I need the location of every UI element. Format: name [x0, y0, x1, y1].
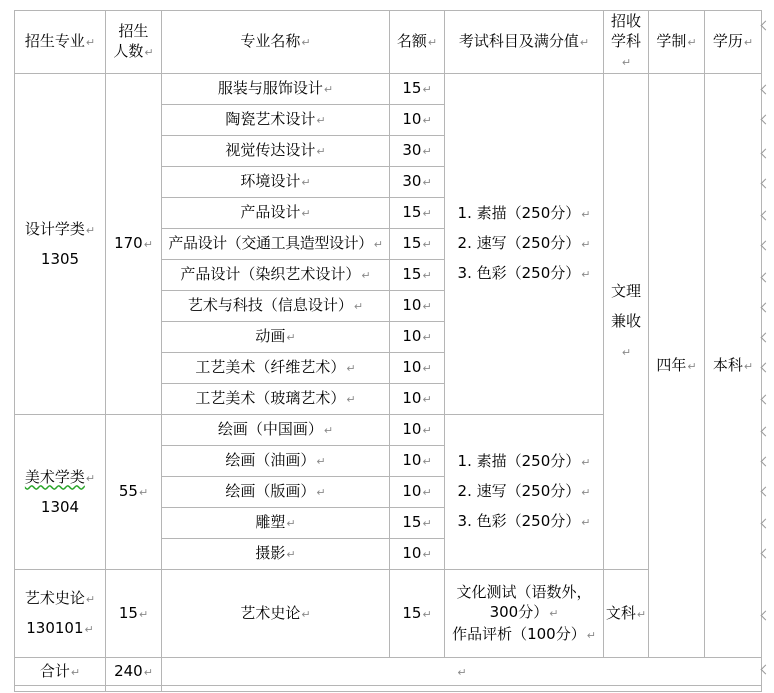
paragraph-mark-icon: ↵ [353, 300, 364, 313]
exam-line [445, 507, 603, 537]
row-end-marker-icon [761, 303, 771, 313]
header-subject: 招收学科↵ [604, 11, 649, 74]
quota-value: 10 [402, 420, 422, 438]
major-name-cell [162, 353, 390, 384]
major-name-cell [162, 477, 390, 508]
exam-text: 2. 速写（250分） [457, 482, 581, 500]
total-label: 合计 [39, 661, 70, 680]
paragraph-mark-icon: ↵ [373, 238, 383, 251]
paragraph-mark-icon: ↵ [549, 606, 559, 620]
category-cell [15, 415, 106, 570]
header-major: 专业名称↵ [162, 11, 390, 74]
row-end-marker-icon [761, 427, 771, 437]
exam-text: 3. 色彩（250分） [457, 264, 581, 282]
paragraph-mark-icon: ↵ [422, 393, 432, 406]
exam-line [445, 582, 603, 602]
paragraph-mark-icon: ↵ [422, 145, 432, 158]
paragraph-mark-icon: ↵ [422, 176, 432, 189]
exam-subjects-cell [445, 74, 604, 415]
subject-history: 文科 [605, 603, 636, 622]
category-name: 设计学类 [24, 219, 85, 238]
quota-cell [390, 74, 445, 105]
paragraph-mark-icon: ↵ [581, 456, 591, 469]
major-name: 环境设计 [240, 172, 301, 190]
total-value: 240 [114, 661, 143, 680]
quota-cell [390, 570, 445, 658]
paragraph-mark-icon: ↵ [323, 424, 334, 437]
paragraph-mark-icon: ↵ [138, 486, 149, 499]
row-end-marker-icon [761, 519, 771, 529]
paragraph-mark-icon: ↵ [636, 607, 647, 621]
paragraph-mark-icon: ↵ [621, 345, 632, 359]
exam-subjects-cell [445, 415, 604, 570]
paragraph-mark-icon: ↵ [586, 628, 596, 642]
quota-value: 10 [402, 544, 422, 562]
enrollment-table [14, 10, 762, 692]
paragraph-mark-icon: ↵ [301, 176, 311, 189]
row-end-marker-icon [761, 611, 771, 621]
paragraph-mark-icon: ↵ [143, 238, 153, 251]
enroll-value: 15 [118, 603, 138, 622]
header-duration: 学制↵ [649, 11, 705, 74]
paragraph-mark-icon: ↵ [316, 114, 326, 127]
row-end-marker-icon [761, 549, 771, 559]
major-name: 陶瓷艺术设计 [225, 110, 316, 128]
paragraph-mark-icon: ↵ [286, 331, 296, 344]
category-name: 美术学类 [24, 467, 85, 486]
quota-value: 10 [402, 389, 422, 407]
exam-text: 作品评析（100分） [452, 624, 586, 643]
major-name-cell [162, 260, 390, 291]
paragraph-mark-icon: ↵ [85, 592, 96, 606]
major-name: 动画 [255, 327, 286, 345]
total-row [15, 658, 762, 686]
header-quota: 名额↵ [390, 11, 445, 74]
quota-value: 15 [402, 234, 422, 252]
quota-value: 10 [402, 110, 422, 128]
paragraph-mark-icon: ↵ [422, 362, 432, 375]
paragraph-mark-icon: ↵ [687, 359, 697, 373]
subject-history-cell [604, 570, 649, 658]
paragraph-mark-icon: ↵ [581, 268, 591, 281]
major-name: 艺术史论 [240, 603, 301, 622]
subject-art-cell [604, 74, 649, 570]
quota-cell [390, 229, 445, 260]
quota-cell [390, 260, 445, 291]
exam-text: 文化测试（语数外， [456, 582, 592, 601]
paragraph-mark-icon: ↵ [422, 424, 432, 437]
duration-cell [649, 74, 705, 658]
major-name-cell [162, 570, 390, 658]
row-end-marker-icon [761, 665, 771, 675]
category-code: 130101 [26, 618, 84, 637]
total-label-cell [15, 658, 106, 686]
degree-cell [705, 74, 762, 658]
row-end-marker-icon [761, 85, 771, 95]
major-name: 产品设计 [240, 203, 301, 221]
row-end-marker-icon [761, 211, 771, 221]
paragraph-mark-icon: ↵ [85, 223, 96, 237]
quota-value: 10 [402, 482, 422, 500]
quota-cell [390, 446, 445, 477]
quota-value: 15 [402, 79, 422, 97]
paragraph-mark-icon: ↵ [422, 83, 432, 96]
row-end-marker-icon [761, 457, 771, 467]
major-name-cell [162, 105, 390, 136]
row-end-marker-icon [761, 395, 771, 405]
enroll-cell [106, 74, 162, 415]
exam-subjects-cell [445, 570, 604, 658]
header-enroll: 招生人数↵ [106, 11, 162, 74]
trailing-cell [15, 686, 106, 692]
quota-cell [390, 291, 445, 322]
paragraph-mark-icon: ↵ [581, 208, 591, 221]
duration-value: 四年 [656, 355, 687, 374]
quota-value: 15 [402, 265, 422, 283]
row-end-marker-icon [761, 241, 771, 251]
exam-text: 1. 素描（250分） [457, 452, 581, 470]
row-end-marker-icon [761, 273, 771, 283]
enroll-value: 170 [114, 234, 143, 252]
category-cell [15, 74, 106, 415]
row-end-marker-icon [761, 487, 771, 497]
subject-art: 文理兼收 [610, 281, 641, 330]
paragraph-mark-icon: ↵ [286, 548, 296, 561]
trailing-cell [162, 686, 762, 692]
major-name: 产品设计（交通工具造型设计） [168, 234, 373, 252]
paragraph-mark-icon: ↵ [581, 486, 591, 499]
paragraph-mark-icon: ↵ [422, 607, 432, 621]
paragraph-mark-icon: ↵ [70, 665, 81, 679]
major-name: 产品设计（染织艺术设计） [180, 265, 361, 283]
quota-cell [390, 508, 445, 539]
category-name: 艺术史论 [24, 588, 85, 607]
total-empty-cell [162, 658, 762, 686]
major-name: 绘画（油画） [225, 451, 316, 469]
exam-line [445, 199, 603, 229]
quota-value: 30 [402, 172, 422, 190]
paragraph-mark-icon: ↵ [346, 362, 356, 375]
exam-text: 1. 素描（250分） [457, 204, 581, 222]
major-name: 艺术与科技（信息设计） [187, 296, 353, 314]
major-name-cell [162, 136, 390, 167]
quota-cell [390, 415, 445, 446]
paragraph-mark-icon: ↵ [84, 622, 94, 636]
quota-cell [390, 477, 445, 508]
paragraph-mark-icon: ↵ [143, 665, 153, 679]
quota-value: 10 [402, 296, 422, 314]
exam-text: 3. 色彩（250分） [457, 512, 581, 530]
quota-value: 10 [402, 358, 422, 376]
paragraph-mark-icon: ↵ [422, 331, 432, 344]
paragraph-mark-icon: ↵ [316, 486, 326, 499]
major-name-cell [162, 198, 390, 229]
exam-line [445, 259, 603, 289]
exam-text: 300分） [489, 602, 549, 621]
paragraph-mark-icon: ↵ [316, 145, 326, 158]
quota-value: 15 [402, 603, 422, 622]
category-code: 1305 [40, 249, 80, 268]
paragraph-mark-icon: ↵ [316, 455, 326, 468]
major-name: 工艺美术（纤维艺术） [195, 358, 346, 376]
exam-line [445, 229, 603, 259]
exam-line [445, 602, 603, 624]
major-name-cell [162, 415, 390, 446]
enroll-cell [106, 415, 162, 570]
paragraph-mark-icon: ↵ [138, 607, 149, 621]
row-end-marker-icon [761, 179, 771, 189]
paragraph-mark-icon: ↵ [581, 516, 591, 529]
major-name-cell [162, 322, 390, 353]
quota-value: 15 [402, 513, 422, 531]
major-name-cell [162, 384, 390, 415]
paragraph-mark-icon: ↵ [422, 238, 432, 251]
paragraph-mark-icon: ↵ [422, 455, 432, 468]
header-row [15, 11, 762, 74]
quota-cell [390, 322, 445, 353]
paragraph-mark-icon: ↵ [422, 486, 432, 499]
quota-value: 10 [402, 327, 422, 345]
quota-value: 30 [402, 141, 422, 159]
exam-text: 2. 速写（250分） [457, 234, 581, 252]
header-category: 招生专业↵ [15, 11, 106, 74]
major-name: 绘画（中国画） [217, 420, 323, 438]
major-name-cell [162, 229, 390, 260]
paragraph-mark-icon: ↵ [422, 207, 432, 220]
major-name: 摄影 [255, 544, 286, 562]
quota-cell [390, 198, 445, 229]
paragraph-mark-icon: ↵ [286, 517, 296, 530]
total-value-cell [106, 658, 162, 686]
exam-line [445, 624, 603, 646]
header-degree: 学历↵ [705, 11, 762, 74]
paragraph-mark-icon: ↵ [422, 517, 432, 530]
major-name-cell [162, 539, 390, 570]
paragraph-mark-icon: ↵ [85, 471, 96, 485]
enroll-value: 55 [118, 482, 138, 500]
trailing-cell [106, 686, 162, 692]
quota-cell [390, 384, 445, 415]
quota-cell [390, 136, 445, 167]
trailing-row [15, 686, 762, 692]
category-cell [15, 570, 106, 658]
enroll-cell [106, 570, 162, 658]
quota-cell [390, 539, 445, 570]
header-exam: 考试科目及满分值↵ [445, 11, 604, 74]
quota-cell [390, 353, 445, 384]
table-row [15, 74, 762, 105]
paragraph-mark-icon: ↵ [422, 300, 432, 313]
row-end-marker-icon [761, 149, 771, 159]
quota-value: 10 [402, 451, 422, 469]
major-name: 视觉传达设计 [225, 141, 316, 159]
exam-line [445, 477, 603, 507]
table-body [15, 11, 762, 692]
paragraph-mark-icon: ↵ [457, 665, 467, 679]
major-name-cell [162, 291, 390, 322]
exam-line [445, 447, 603, 477]
quota-value: 15 [402, 203, 422, 221]
paragraph-mark-icon: ↵ [301, 207, 311, 220]
row-end-marker-icon [761, 363, 771, 373]
major-name-cell [162, 74, 390, 105]
paragraph-mark-icon: ↵ [346, 393, 356, 406]
paragraph-mark-icon: ↵ [361, 269, 371, 282]
paragraph-mark-icon: ↵ [422, 114, 432, 127]
major-name: 服装与服饰设计 [217, 79, 323, 97]
paragraph-mark-icon: ↵ [301, 607, 311, 621]
row-end-marker-icon [761, 115, 771, 125]
category-code: 1304 [40, 497, 80, 516]
row-end-marker-icon [761, 333, 771, 343]
major-name-cell [162, 446, 390, 477]
paragraph-mark-icon: ↵ [323, 83, 334, 96]
major-name: 绘画（版画） [225, 482, 316, 500]
major-name-cell [162, 508, 390, 539]
degree-value: 本科 [712, 355, 743, 374]
paragraph-mark-icon: ↵ [422, 269, 432, 282]
major-name-cell [162, 167, 390, 198]
quota-cell [390, 105, 445, 136]
major-name: 工艺美术（玻璃艺术） [195, 389, 346, 407]
paragraph-mark-icon: ↵ [581, 238, 591, 251]
paragraph-mark-icon: ↵ [422, 548, 432, 561]
quota-cell [390, 167, 445, 198]
major-name: 雕塑 [255, 513, 286, 531]
paragraph-mark-icon: ↵ [743, 359, 754, 373]
row-end-marker-icon [761, 21, 771, 31]
